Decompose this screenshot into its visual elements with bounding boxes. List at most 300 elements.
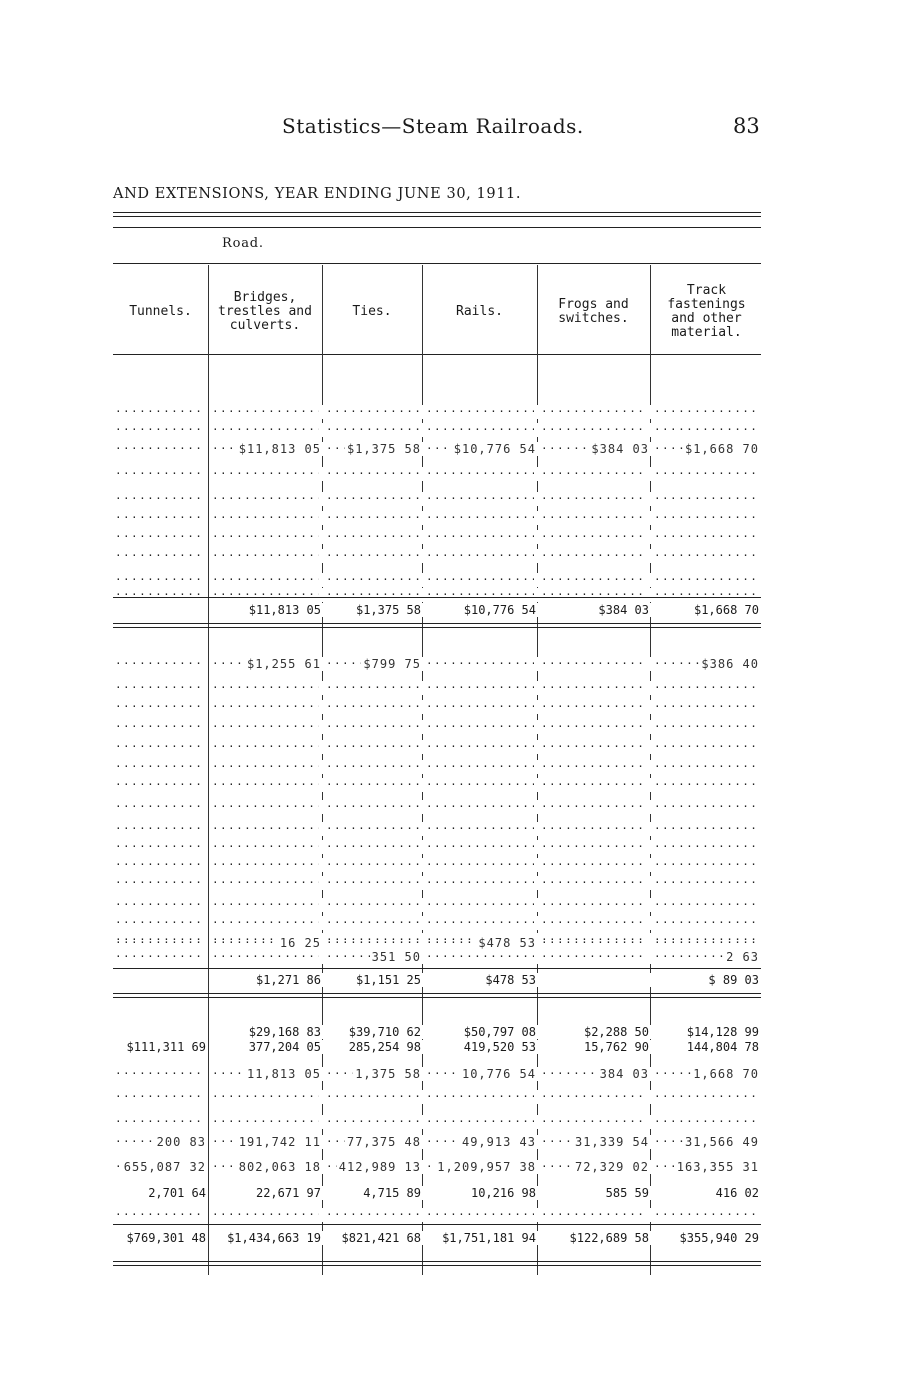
cell-value bbox=[204, 760, 208, 774]
table-cell bbox=[424, 530, 538, 544]
table-cell bbox=[324, 1067, 423, 1081]
cell-value bbox=[419, 822, 423, 836]
cell-value: $1,375 58 bbox=[346, 442, 421, 456]
cell-value bbox=[647, 778, 651, 792]
table-cell bbox=[424, 549, 538, 563]
table-subheading: AND EXTENSIONS, YEAR ENDING JUNE 30, 1911. bbox=[113, 186, 522, 202]
cell-value bbox=[319, 700, 323, 714]
table-cell bbox=[210, 423, 323, 437]
cell-value bbox=[534, 1208, 538, 1222]
table-cell bbox=[424, 573, 538, 587]
table-cell bbox=[113, 1208, 208, 1222]
table-cell bbox=[652, 1115, 761, 1129]
table-cell bbox=[424, 973, 538, 987]
cell-value bbox=[204, 950, 208, 964]
cell-value bbox=[647, 549, 651, 563]
cell-value bbox=[419, 423, 423, 437]
cell-value bbox=[534, 858, 538, 872]
table-cell bbox=[652, 740, 761, 754]
cell-value bbox=[319, 898, 323, 912]
header-rails: Rails. bbox=[456, 304, 503, 319]
table-cell bbox=[539, 681, 651, 695]
table-cell bbox=[210, 1208, 323, 1222]
table-cell bbox=[652, 700, 761, 714]
cell-value: $11,813 05 bbox=[238, 442, 321, 456]
cell-value bbox=[419, 840, 423, 854]
cell-value bbox=[419, 588, 423, 602]
table-cell bbox=[652, 492, 761, 506]
table-cell bbox=[210, 467, 323, 481]
cell-value bbox=[647, 700, 651, 714]
cell-value bbox=[204, 916, 208, 930]
cell-value bbox=[757, 492, 761, 506]
table-cell bbox=[210, 778, 323, 792]
table-row bbox=[113, 1025, 761, 1039]
cell-value: 377,204 05 bbox=[248, 1040, 321, 1054]
table-cell bbox=[424, 1160, 538, 1174]
cell-value bbox=[647, 916, 651, 930]
table-cell bbox=[539, 467, 651, 481]
cell-value bbox=[319, 840, 323, 854]
header-tunnels: Tunnels. bbox=[129, 304, 192, 319]
table-cell bbox=[113, 423, 208, 437]
table-cell bbox=[539, 822, 651, 836]
cell-value bbox=[204, 740, 208, 754]
cell-value bbox=[419, 530, 423, 544]
table-cell bbox=[210, 442, 323, 456]
cell-value bbox=[419, 467, 423, 481]
cell-value: 4,715 89 bbox=[363, 1186, 421, 1200]
cell-value: 412,989 13 bbox=[338, 1160, 421, 1174]
table-row bbox=[113, 1186, 761, 1200]
table-cell bbox=[424, 876, 538, 890]
cell-value: $1,668 70 bbox=[693, 603, 759, 617]
table-cell bbox=[424, 1040, 538, 1054]
table-cell bbox=[539, 720, 651, 734]
cell-value bbox=[534, 822, 538, 836]
cell-value bbox=[419, 778, 423, 792]
cell-value bbox=[419, 858, 423, 872]
table-cell bbox=[652, 822, 761, 836]
table-row bbox=[113, 760, 761, 774]
cell-value bbox=[319, 1090, 323, 1104]
cell-value bbox=[419, 573, 423, 587]
table-cell bbox=[324, 442, 423, 456]
table-cell bbox=[324, 720, 423, 734]
cell-value bbox=[419, 511, 423, 525]
table-row bbox=[113, 822, 761, 836]
table-cell bbox=[324, 549, 423, 563]
table-cell bbox=[539, 1208, 651, 1222]
cell-value bbox=[757, 681, 761, 695]
total-row bbox=[113, 603, 761, 617]
cell-value bbox=[319, 822, 323, 836]
table-cell bbox=[324, 467, 423, 481]
cell-value bbox=[319, 760, 323, 774]
table-cell bbox=[113, 681, 208, 695]
table-cell bbox=[113, 405, 208, 419]
table-cell bbox=[210, 657, 323, 671]
cell-value bbox=[319, 720, 323, 734]
table-row bbox=[113, 898, 761, 912]
cell-value bbox=[419, 740, 423, 754]
table-cell bbox=[652, 876, 761, 890]
header-track-fastenings: Track fastenings and other material. bbox=[667, 283, 746, 340]
cell-value bbox=[204, 511, 208, 525]
table-row bbox=[113, 405, 761, 419]
table-cell bbox=[652, 467, 761, 481]
table-cell bbox=[210, 700, 323, 714]
total-row bbox=[113, 973, 761, 987]
table-row bbox=[113, 778, 761, 792]
cell-value: 144,804 78 bbox=[686, 1040, 759, 1054]
table-row bbox=[113, 740, 761, 754]
table-cell bbox=[210, 492, 323, 506]
table-cell bbox=[652, 573, 761, 587]
table-cell bbox=[652, 442, 761, 456]
table-cell bbox=[113, 603, 208, 617]
cell-value bbox=[757, 700, 761, 714]
table-row bbox=[113, 588, 761, 602]
table-cell bbox=[210, 511, 323, 525]
table-cell bbox=[539, 916, 651, 930]
cell-value: 10,216 98 bbox=[470, 1186, 536, 1200]
table-cell bbox=[424, 1208, 538, 1222]
cell-value bbox=[757, 740, 761, 754]
table-cell bbox=[424, 936, 538, 950]
table-cell bbox=[424, 442, 538, 456]
table-cell bbox=[113, 840, 208, 854]
table-cell bbox=[652, 1067, 761, 1081]
table-row bbox=[113, 1040, 761, 1054]
cell-value bbox=[534, 681, 538, 695]
cell-value bbox=[534, 700, 538, 714]
cell-value: 22,671 97 bbox=[255, 1186, 321, 1200]
table-cell bbox=[113, 442, 208, 456]
cell-value bbox=[319, 876, 323, 890]
cell-value bbox=[757, 1208, 761, 1222]
table-cell bbox=[113, 1231, 208, 1245]
table-cell bbox=[113, 950, 208, 964]
table-cell bbox=[652, 840, 761, 854]
cell-value bbox=[647, 573, 651, 587]
table-cell bbox=[652, 1208, 761, 1222]
cell-value bbox=[319, 800, 323, 814]
cell-value: $122,689 58 bbox=[569, 1231, 649, 1245]
cell-value: 49,913 43 bbox=[461, 1135, 536, 1149]
table-row bbox=[113, 1090, 761, 1104]
table-row bbox=[113, 511, 761, 525]
cell-value: $821,421 68 bbox=[341, 1231, 421, 1245]
cell-value: $ 89 03 bbox=[708, 973, 759, 987]
table-cell bbox=[539, 1186, 651, 1200]
table-cell bbox=[424, 840, 538, 854]
cell-value bbox=[757, 1090, 761, 1104]
cell-value bbox=[757, 898, 761, 912]
cell-value bbox=[204, 973, 208, 987]
cell-value bbox=[534, 916, 538, 930]
table-cell bbox=[113, 760, 208, 774]
cell-value bbox=[757, 822, 761, 836]
table-cell bbox=[539, 442, 651, 456]
table-cell bbox=[539, 1231, 651, 1245]
cell-value bbox=[204, 681, 208, 695]
table-cell bbox=[652, 530, 761, 544]
rule-subtotal-2a bbox=[113, 968, 761, 969]
cell-value bbox=[204, 1090, 208, 1104]
table-cell bbox=[424, 1025, 538, 1039]
table-cell bbox=[652, 950, 761, 964]
table-cell bbox=[652, 1135, 761, 1149]
cell-value: $10,776 54 bbox=[453, 442, 536, 456]
cell-value bbox=[204, 467, 208, 481]
table-cell bbox=[113, 1135, 208, 1149]
table-row bbox=[113, 530, 761, 544]
cell-value bbox=[319, 1208, 323, 1222]
table-cell bbox=[424, 1115, 538, 1129]
cell-value: $1,375 58 bbox=[355, 603, 421, 617]
table-cell bbox=[113, 1115, 208, 1129]
table-cell bbox=[210, 898, 323, 912]
cell-value: 163,355 31 bbox=[676, 1160, 759, 1174]
cell-value: 384 03 bbox=[599, 1067, 649, 1081]
cell-value: $29,168 83 bbox=[248, 1025, 321, 1039]
cell-value bbox=[534, 405, 538, 419]
cell-value bbox=[419, 405, 423, 419]
table-cell bbox=[424, 700, 538, 714]
table-cell bbox=[539, 1135, 651, 1149]
table-cell bbox=[424, 1231, 538, 1245]
double-rule-top-1 bbox=[113, 212, 761, 213]
cell-value bbox=[319, 588, 323, 602]
table-cell bbox=[652, 511, 761, 525]
table-cell bbox=[652, 657, 761, 671]
table-cell bbox=[210, 573, 323, 587]
cell-value: 31,566 49 bbox=[684, 1135, 759, 1149]
table-row bbox=[113, 467, 761, 481]
cell-value bbox=[757, 467, 761, 481]
cell-value bbox=[757, 511, 761, 525]
table-cell bbox=[539, 936, 651, 950]
cell-value bbox=[204, 840, 208, 854]
table-cell bbox=[652, 916, 761, 930]
rule-total-c bbox=[113, 1265, 761, 1266]
cell-value bbox=[757, 936, 761, 950]
cell-value bbox=[319, 1115, 323, 1129]
table-row bbox=[113, 1135, 761, 1149]
table-cell bbox=[652, 405, 761, 419]
table-cell bbox=[324, 760, 423, 774]
cell-value bbox=[319, 423, 323, 437]
table-cell bbox=[113, 1025, 208, 1039]
section-label: Road. bbox=[222, 236, 264, 251]
cell-value bbox=[319, 858, 323, 872]
table-cell bbox=[539, 973, 651, 987]
cell-value bbox=[757, 876, 761, 890]
table-cell bbox=[210, 1135, 323, 1149]
cell-value: $1,271 86 bbox=[255, 973, 321, 987]
table-cell bbox=[539, 858, 651, 872]
cell-value: 351 50 bbox=[371, 950, 421, 964]
cell-value: $1,255 61 bbox=[246, 657, 321, 671]
table-cell bbox=[424, 800, 538, 814]
table-cell bbox=[324, 950, 423, 964]
cell-value bbox=[757, 530, 761, 544]
table-row bbox=[113, 657, 761, 671]
cell-value: 11,813 05 bbox=[246, 1067, 321, 1081]
cell-value: $769,301 48 bbox=[126, 1231, 206, 1245]
cell-value: $50,797 08 bbox=[463, 1025, 536, 1039]
cell-value: $478 53 bbox=[478, 936, 536, 950]
table-row bbox=[113, 840, 761, 854]
table-cell bbox=[113, 740, 208, 754]
cell-value bbox=[534, 657, 538, 671]
cell-value: 15,762 90 bbox=[583, 1040, 649, 1054]
cell-value: $14,128 99 bbox=[686, 1025, 759, 1039]
cell-value bbox=[757, 800, 761, 814]
cell-value: $1,151 25 bbox=[355, 973, 421, 987]
cell-value: $799 75 bbox=[363, 657, 421, 671]
cell-value bbox=[319, 492, 323, 506]
table-cell bbox=[324, 936, 423, 950]
cell-value bbox=[204, 588, 208, 602]
cell-value bbox=[319, 530, 323, 544]
table-cell bbox=[324, 916, 423, 930]
table-cell bbox=[539, 492, 651, 506]
table-cell bbox=[113, 1160, 208, 1174]
table-cell bbox=[324, 876, 423, 890]
table-cell bbox=[113, 657, 208, 671]
table-row bbox=[113, 549, 761, 563]
table-cell bbox=[113, 530, 208, 544]
table-cell bbox=[424, 681, 538, 695]
cell-value bbox=[204, 549, 208, 563]
table-cell bbox=[424, 950, 538, 964]
cell-value: 419,520 53 bbox=[463, 1040, 536, 1054]
table-row bbox=[113, 1160, 761, 1174]
table-row bbox=[113, 442, 761, 456]
cell-value bbox=[534, 1090, 538, 1104]
table-cell bbox=[210, 530, 323, 544]
cell-value bbox=[319, 916, 323, 930]
cell-value bbox=[204, 778, 208, 792]
cell-value bbox=[319, 549, 323, 563]
table-cell bbox=[424, 858, 538, 872]
table-cell bbox=[210, 1231, 323, 1245]
cell-value: $478 53 bbox=[485, 973, 536, 987]
table-cell bbox=[324, 700, 423, 714]
cell-value: $2,288 50 bbox=[583, 1025, 649, 1039]
table-cell bbox=[539, 1025, 651, 1039]
cell-value bbox=[534, 423, 538, 437]
table-cell bbox=[210, 1160, 323, 1174]
table-cell bbox=[324, 1231, 423, 1245]
cell-value: 802,063 18 bbox=[238, 1160, 321, 1174]
rule-subtotal-1b bbox=[113, 623, 761, 624]
cell-value bbox=[419, 720, 423, 734]
table-cell bbox=[324, 858, 423, 872]
table-cell bbox=[539, 549, 651, 563]
cell-value: $355,940 29 bbox=[679, 1231, 759, 1245]
table-cell bbox=[324, 1208, 423, 1222]
cell-value: 585 59 bbox=[605, 1186, 649, 1200]
table-row bbox=[113, 858, 761, 872]
table-cell bbox=[210, 822, 323, 836]
cell-value bbox=[647, 1115, 651, 1129]
cell-value bbox=[419, 700, 423, 714]
table-cell bbox=[113, 492, 208, 506]
table-cell bbox=[652, 800, 761, 814]
table-row bbox=[113, 700, 761, 714]
table-cell bbox=[113, 1186, 208, 1200]
table-cell bbox=[324, 511, 423, 525]
table-cell bbox=[210, 858, 323, 872]
total-row bbox=[113, 1231, 761, 1245]
table-cell bbox=[210, 973, 323, 987]
table-cell bbox=[324, 681, 423, 695]
cell-value bbox=[319, 950, 323, 964]
cell-value: 1,375 58 bbox=[355, 1067, 421, 1081]
table-cell bbox=[324, 1090, 423, 1104]
table-cell bbox=[210, 1067, 323, 1081]
table-cell bbox=[324, 530, 423, 544]
cell-value bbox=[647, 681, 651, 695]
cell-value bbox=[757, 720, 761, 734]
cell-value bbox=[204, 530, 208, 544]
table-cell bbox=[324, 840, 423, 854]
table-cell bbox=[539, 740, 651, 754]
rule-above-headers bbox=[113, 263, 761, 264]
table-cell bbox=[424, 511, 538, 525]
table-cell bbox=[113, 898, 208, 912]
cell-value bbox=[419, 1208, 423, 1222]
table-cell bbox=[210, 603, 323, 617]
cell-value bbox=[757, 778, 761, 792]
cell-value: 416 02 bbox=[715, 1186, 759, 1200]
cell-value bbox=[534, 740, 538, 754]
table-cell bbox=[652, 681, 761, 695]
table-cell bbox=[539, 657, 651, 671]
table-cell bbox=[652, 1186, 761, 1200]
cell-value bbox=[204, 1067, 208, 1081]
table-cell bbox=[113, 876, 208, 890]
table-cell bbox=[113, 858, 208, 872]
table-row bbox=[113, 681, 761, 695]
table-cell bbox=[539, 760, 651, 774]
cell-value: 2,701 64 bbox=[148, 1186, 206, 1200]
cell-value bbox=[204, 423, 208, 437]
cell-value: 655,087 32 bbox=[123, 1160, 206, 1174]
table-cell bbox=[424, 492, 538, 506]
table-cell bbox=[424, 603, 538, 617]
table-cell bbox=[539, 1040, 651, 1054]
table-cell bbox=[539, 588, 651, 602]
cell-value bbox=[204, 492, 208, 506]
table-cell bbox=[652, 760, 761, 774]
table-cell bbox=[210, 549, 323, 563]
cell-value bbox=[534, 573, 538, 587]
cell-value bbox=[534, 778, 538, 792]
table-cell bbox=[113, 973, 208, 987]
cell-value bbox=[319, 740, 323, 754]
table-cell bbox=[324, 778, 423, 792]
table-cell bbox=[424, 423, 538, 437]
page-number: 83 bbox=[733, 114, 760, 138]
table-cell bbox=[324, 973, 423, 987]
cell-value bbox=[534, 898, 538, 912]
cell-value bbox=[534, 511, 538, 525]
cell-value bbox=[647, 760, 651, 774]
